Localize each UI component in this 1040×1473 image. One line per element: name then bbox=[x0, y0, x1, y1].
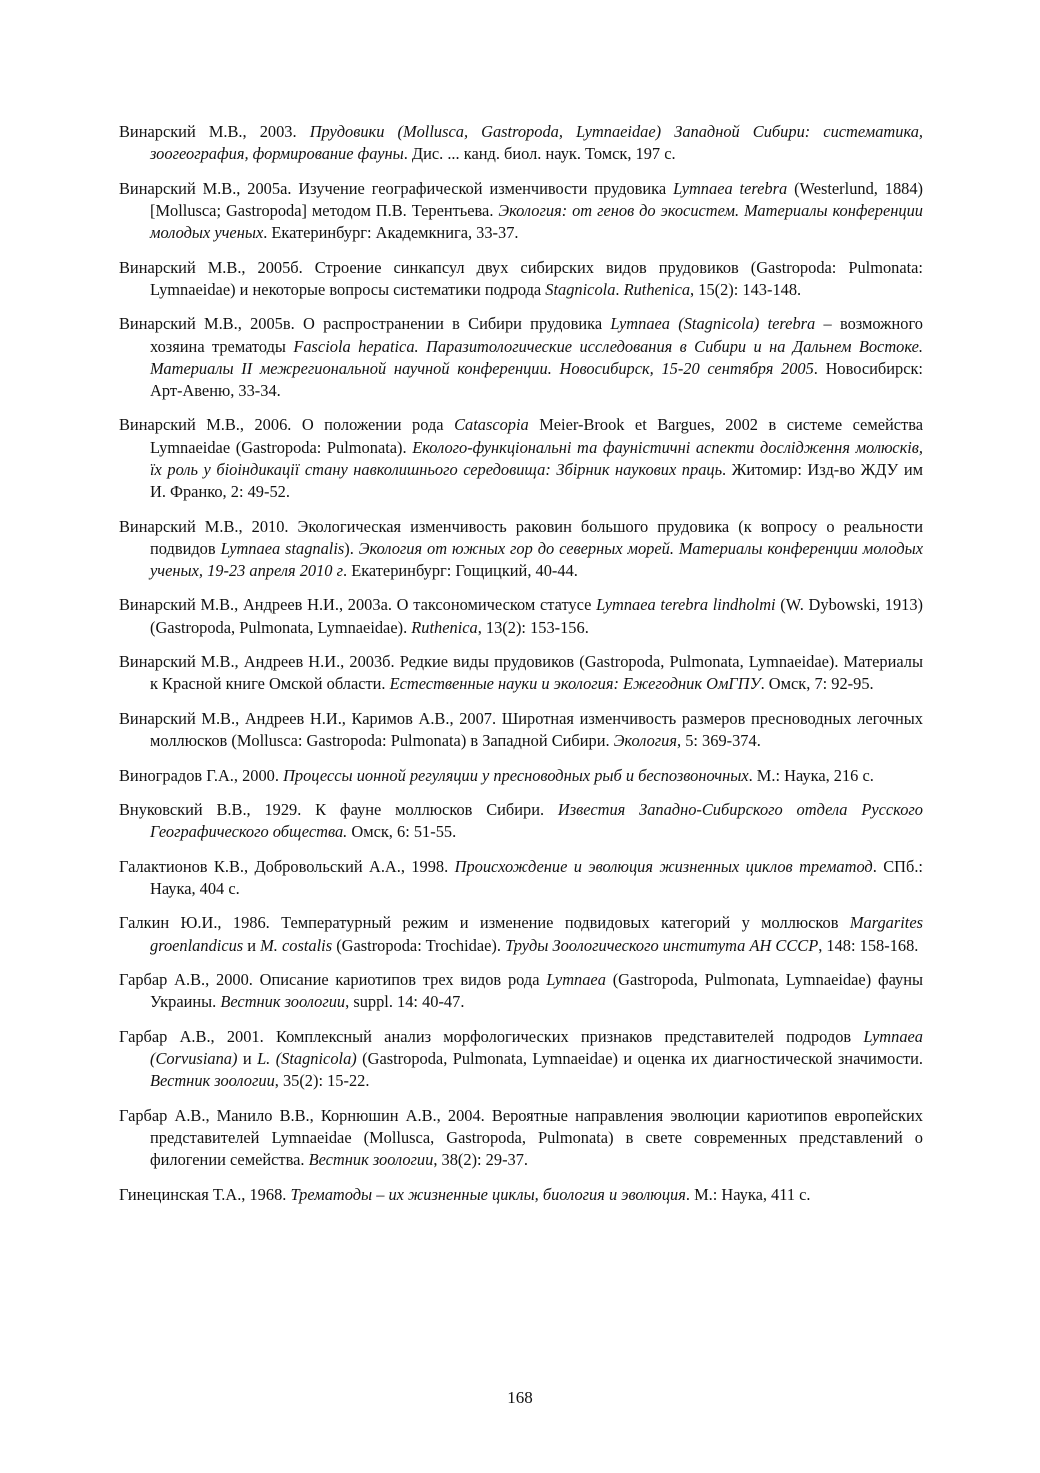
reference-text: Винарский М.В., 2005а. Изучение географической изменчивости прудовика bbox=[119, 178, 674, 198]
reference-text: Винарский М.В., Андреев Н.И., Каримов А.В., 2007. Широтная изменчивость размеров пресноводных легочных моллюсков (Mollusca: Gastropoda: Pulmonata) в Западной Сибири. bbox=[119, 708, 923, 751]
reference-entry bbox=[119, 1184, 923, 1206]
reference-text: Галактионов К.В., Добровольский А.А., 1998. bbox=[119, 856, 455, 876]
reference-text: . Екатеринбург: Академкнига, 33-37. bbox=[263, 223, 519, 243]
reference-text: и bbox=[243, 935, 261, 955]
reference-entry bbox=[119, 121, 923, 165]
reference-italic-text: Lymnaea terebra lindholmi bbox=[596, 595, 776, 615]
reference-italic-text: Lymnaea bbox=[546, 970, 606, 990]
reference-entry bbox=[119, 313, 923, 402]
reference-entry bbox=[119, 856, 923, 900]
reference-text: (Gastropoda, Pulmonata, Lymnaeidae) и оценка их диагностической значимости. bbox=[356, 1049, 923, 1069]
reference-entry bbox=[119, 765, 923, 787]
reference-italic-text: Lymnaea stagnalis bbox=[220, 538, 345, 558]
reference-italic-text: L. (Stagnicola) bbox=[257, 1049, 357, 1069]
reference-text: ). bbox=[344, 538, 359, 558]
reference-text: Винарский М.В., 2005б. Строение синкапсул двух сибирских видов прудовиков (Gastropoda: Pulmonata: Lymnaeidae) и некоторые вопросы систематики подрода bbox=[119, 257, 923, 299]
reference-italic-text: Ruthenica bbox=[623, 279, 691, 299]
reference-italic-text: Lymnaea terebra bbox=[673, 178, 788, 198]
reference-text: Винарский М.В., Андреев Н.И., 2003а. О таксономическом статусе bbox=[119, 595, 597, 615]
reference-entry bbox=[119, 178, 923, 245]
reference-italic-text: Fasciola hepatica. Паразитологические исследования в Сибири и на Дальнем Востоке. Материалы II межрегиональной научной конференции. Новосибирск, 15-20 сентября 2005 bbox=[150, 336, 923, 378]
reference-italic-text: Lymnaea (Stagnicola) terebra bbox=[610, 314, 816, 334]
reference-text: Винарский М.В., 2006. О положении рода bbox=[119, 415, 455, 435]
reference-italic-text: Stagnicola bbox=[545, 279, 616, 299]
reference-text: , 5: 369-374. bbox=[677, 731, 761, 751]
reference-italic-text: Вестник зоологии bbox=[220, 992, 346, 1012]
reference-italic-text: Вестник зоологии bbox=[308, 1150, 434, 1170]
page-number: 168 bbox=[507, 1388, 533, 1407]
reference-text: Гинецинская Т.А., 1968. bbox=[119, 1184, 291, 1204]
reference-text: Внуковский В.В., 1929. К фауне моллюсков Сибири. bbox=[119, 800, 558, 820]
reference-italic-text: M. costalis bbox=[260, 935, 333, 955]
reference-entry bbox=[119, 912, 923, 956]
reference-italic-text: Экология: от генов до экосистем. Материалы конференции молодых ученых bbox=[150, 200, 923, 243]
reference-text: , 13(2): 153-156. bbox=[477, 617, 589, 637]
reference-text: (W. Dybowski, 1913) (Gastropoda, Pulmonata, Lymnaeidae). bbox=[150, 595, 923, 637]
reference-text: , 38(2): 29-37. bbox=[433, 1150, 529, 1170]
reference-text: , 15(2): 143-148. bbox=[690, 279, 802, 299]
reference-entry bbox=[119, 1026, 923, 1093]
reference-text: , 35(2): 15-22. bbox=[274, 1071, 370, 1091]
reference-text: Галкин Ю.И., 1986. Температурный режим и изменение подвидовых категорий у моллюсков bbox=[119, 913, 850, 933]
reference-text: (Gastropoda, Pulmonata, Lymnaeidae) фауны Украины. bbox=[150, 970, 923, 1012]
reference-italic-text: Известия Западно-Сибирского отдела Русского Географического общества. bbox=[150, 800, 923, 842]
reference-text: (Westerlund, 1884) [Mollusca; Gastropoda] методом П.В. Терентьева. bbox=[150, 178, 924, 220]
reference-text: . СПб.: Наука, 404 с. bbox=[150, 856, 923, 898]
reference-italic-text: Естественные науки и экология: Ежегодник ОмГПУ bbox=[389, 674, 761, 694]
reference-entry bbox=[119, 651, 923, 695]
reference-text: . Новосибирск: Арт-Авеню, 33-34. bbox=[150, 358, 923, 400]
reference-list bbox=[119, 121, 923, 1218]
reference-entry bbox=[119, 516, 923, 583]
reference-entry bbox=[119, 1105, 923, 1172]
reference-italic-text: Прудовики (Mollusca, Gastropoda, Lymnaeidae) Западной Сибири: систематика, зоогеография, формирование фауны bbox=[150, 122, 923, 164]
reference-text: Винарский М.В., Андреев Н.И., 2003б. Редкие виды прудовиков (Gastropoda, Pulmonata, Lymnaeidae). Материалы к Красной книге Омской области. bbox=[119, 652, 923, 694]
reference-text: и bbox=[237, 1049, 258, 1069]
reference-text: (Gastropoda: Trochidae). bbox=[332, 935, 506, 955]
reference-italic-text: Margarites groenlandicus bbox=[150, 913, 923, 955]
reference-entry bbox=[119, 969, 923, 1013]
reference-italic-text: Экология bbox=[613, 731, 678, 751]
reference-italic-text: Процессы ионной регуляции у пресноводных рыб и беспозвоночных bbox=[283, 765, 749, 785]
reference-text: Винарский М.В., 2003. bbox=[119, 122, 310, 141]
reference-italic-text: Труды Зоологического института АН СССР bbox=[505, 935, 819, 955]
reference-text: . Житомир: Изд-во ЖДУ им И. Франко, 2: 49-52. bbox=[150, 459, 923, 502]
reference-text: . М.: Наука, 216 с. bbox=[748, 765, 874, 785]
reference-text: Виноградов Г.А., 2000. bbox=[119, 765, 284, 785]
reference-text: Гарбар А.В., 2001. Комплексный анализ морфологических признаков представителей подродов bbox=[119, 1026, 864, 1046]
reference-italic-text: Lymnaea (Corvusiana) bbox=[150, 1026, 923, 1069]
reference-italic-text: Catascopia bbox=[454, 415, 529, 435]
reference-italic-text: Еколого-функціональні та фауністичні аспекти дослідження молюсків, їх роль у біоіндикації стану навколишнього середовища: Збірник наукових праць bbox=[150, 437, 924, 479]
reference-entry bbox=[119, 257, 923, 301]
reference-text: Винарский М.В., 2010. Экологическая изменчивость раковин большого прудовика (к вопросу о реальности подвидов bbox=[119, 516, 923, 558]
reference-italic-text: Ruthenica bbox=[411, 617, 478, 637]
reference-entry bbox=[119, 708, 923, 752]
reference-italic-text: Трематоды – их жизненные циклы, биология и эволюция bbox=[290, 1184, 686, 1204]
reference-text: Винарский М.В., 2005в. О распространении в Сибири прудовика bbox=[119, 314, 611, 334]
reference-text: , 148: 158-168. bbox=[818, 935, 919, 955]
reference-text: . Омск, 7: 92-95. bbox=[760, 674, 874, 694]
reference-text: Гарбар А.В., 2000. Описание кариотипов трех видов рода bbox=[119, 970, 547, 990]
reference-entry bbox=[119, 594, 923, 638]
reference-text: . Екатеринбург: Гощицкий, 40-44. bbox=[343, 560, 578, 580]
reference-text: Гарбар А.В., Манило В.В., Корнюшин А.В., 2004. Вероятные направления эволюции кариотипов европейских представителей Lymnaeidae (Mollusca, Gastropoda, Pulmonata) в свете современных представлений о филогении семейства. bbox=[119, 1105, 923, 1170]
reference-italic-text: Вестник зоологии bbox=[150, 1071, 275, 1091]
reference-text: , suppl. 14: 40-47. bbox=[345, 992, 465, 1012]
reference-text: – возможного хозяина трематоды bbox=[150, 314, 923, 356]
reference-text: . bbox=[615, 279, 624, 299]
reference-text: Омск, 6: 51-55. bbox=[347, 822, 457, 842]
reference-italic-text: Экология от южных гор до северных морей. Материалы конференции молодых ученых, 19-23 апреля 2010 г bbox=[150, 538, 924, 580]
reference-text: . М.: Наука, 411 с. bbox=[685, 1184, 811, 1204]
reference-italic-text: Происхождение и эволюция жизненных циклов трематод bbox=[454, 856, 873, 876]
reference-text: . Дис. ... канд. биол. наук. Томск, 197 с. bbox=[403, 144, 676, 164]
reference-entry bbox=[119, 414, 923, 503]
reference-entry bbox=[119, 799, 923, 843]
reference-text: Meier-Brook et Bargues, 2002 в системе семейства Lymnaeidae (Gastropoda: Pulmonata). bbox=[150, 415, 923, 457]
